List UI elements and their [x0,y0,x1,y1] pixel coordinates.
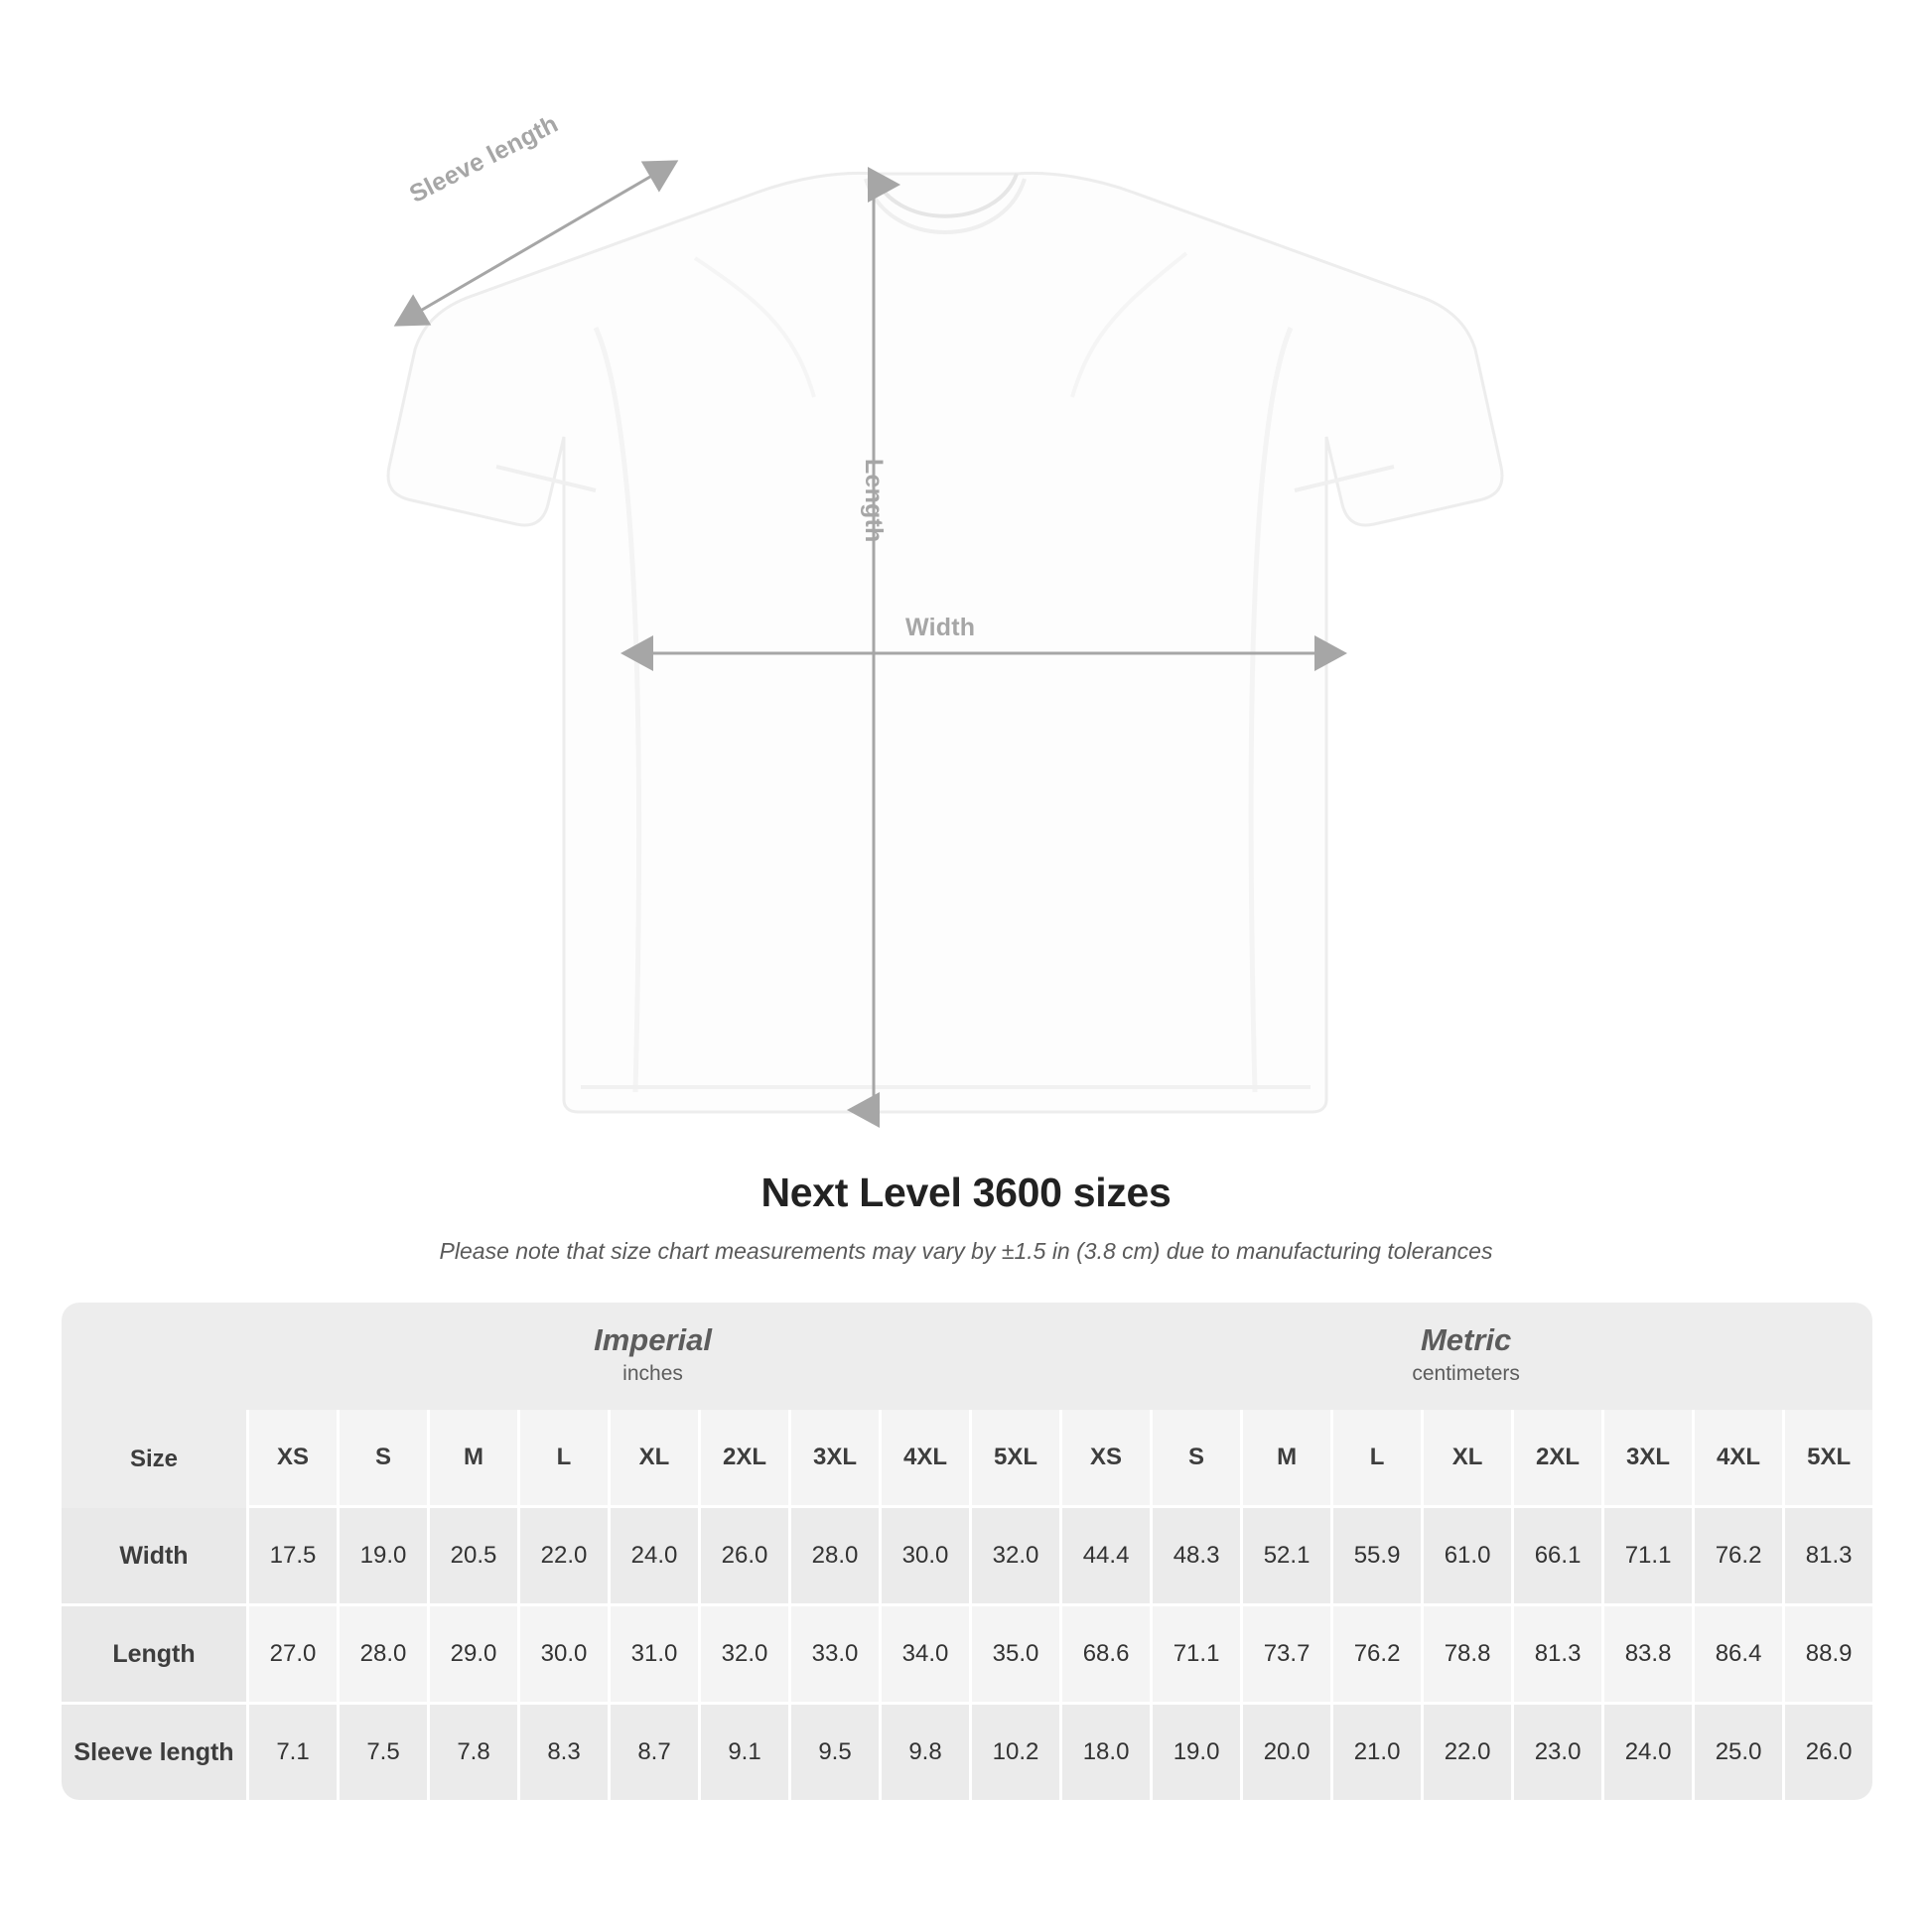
cell-sleeve-imp-xl: 8.7 [608,1705,698,1800]
cell-width-imp-3xl: 28.0 [788,1508,879,1606]
cell-width-imp-4xl: 30.0 [879,1508,969,1606]
page-title: Next Level 3600 sizes [760,1170,1172,1215]
size-header-met-m: M [1240,1410,1330,1508]
cell-sleeve-met-l: 21.0 [1330,1705,1421,1800]
cell-width-imp-5xl: 32.0 [969,1508,1059,1606]
cell-width-imp-m: 20.5 [427,1508,517,1606]
cell-width-met-xl: 61.0 [1421,1508,1511,1606]
sleeve-length-label: Sleeve length [405,109,563,208]
unit-header-metric [1059,1303,1872,1410]
size-header-met-3xl: 3XL [1601,1410,1692,1508]
cell-width-imp-2xl: 26.0 [698,1508,788,1606]
cell-length-met-3xl: 83.8 [1601,1606,1692,1705]
cell-length-met-l: 76.2 [1330,1606,1421,1705]
unit-header-row [62,1303,1872,1410]
unit-name-metric: Metric [1420,1322,1512,1358]
cell-width-imp-xl: 24.0 [608,1508,698,1606]
cell-sleeve-imp-xs: 7.1 [246,1705,337,1800]
cell-sleeve-imp-m: 7.8 [427,1705,517,1800]
size-header-imp-5xl: 5XL [969,1410,1059,1508]
cell-length-imp-s: 28.0 [337,1606,427,1705]
size-header-met-5xl: 5XL [1782,1410,1872,1508]
cell-length-met-xl: 78.8 [1421,1606,1511,1705]
cell-length-met-2xl: 81.3 [1511,1606,1601,1705]
cell-width-met-s: 48.3 [1150,1508,1240,1606]
cell-length-met-m: 73.7 [1240,1606,1330,1705]
size-header-met-2xl: 2XL [1511,1410,1601,1508]
cell-sleeve-imp-4xl: 9.8 [879,1705,969,1800]
cell-length-imp-5xl: 35.0 [969,1606,1059,1705]
unit-sub-imperial: inches [622,1362,683,1386]
cell-sleeve-imp-s: 7.5 [337,1705,427,1800]
cell-length-imp-m: 29.0 [427,1606,517,1705]
size-chart-table [62,1303,1872,1800]
cell-sleeve-imp-3xl: 9.5 [788,1705,879,1800]
size-header-row [62,1410,1872,1508]
cell-length-met-xs: 68.6 [1059,1606,1150,1705]
cell-length-imp-2xl: 32.0 [698,1606,788,1705]
cell-length-imp-xl: 31.0 [608,1606,698,1705]
cell-width-met-xs: 44.4 [1059,1508,1150,1606]
cell-length-imp-4xl: 34.0 [879,1606,969,1705]
row-label-sleeve-length: Sleeve length [62,1705,246,1800]
cell-length-met-4xl: 86.4 [1692,1606,1782,1705]
cell-length-imp-l: 30.0 [517,1606,608,1705]
cell-sleeve-met-2xl: 23.0 [1511,1705,1601,1800]
size-header-imp-2xl: 2XL [698,1410,788,1508]
unit-header-spacer [62,1303,246,1410]
width-label: Width [905,614,976,641]
cell-width-imp-xs: 17.5 [246,1508,337,1606]
cell-sleeve-met-5xl: 26.0 [1782,1705,1872,1800]
cell-width-met-4xl: 76.2 [1692,1508,1782,1606]
title-block [0,1170,1932,1265]
table-row [62,1705,1872,1800]
cell-width-met-2xl: 66.1 [1511,1508,1601,1606]
size-header-imp-s: S [337,1410,427,1508]
cell-sleeve-met-m: 20.0 [1240,1705,1330,1800]
cell-width-met-m: 52.1 [1240,1508,1330,1606]
cell-length-imp-3xl: 33.0 [788,1606,879,1705]
cell-sleeve-imp-2xl: 9.1 [698,1705,788,1800]
tshirt-shape [388,173,1502,1112]
row-label-length: Length [62,1606,246,1705]
row-label-width: Width [62,1508,246,1606]
size-row-label: Size [62,1410,246,1508]
unit-sub-metric: centimeters [1412,1362,1520,1386]
cell-sleeve-imp-5xl: 10.2 [969,1705,1059,1800]
size-header-imp-xs: XS [246,1410,337,1508]
size-header-met-s: S [1150,1410,1240,1508]
size-header-met-l: L [1330,1410,1421,1508]
size-header-imp-4xl: 4XL [879,1410,969,1508]
size-header-met-4xl: 4XL [1692,1410,1782,1508]
size-header-met-xs: XS [1059,1410,1150,1508]
cell-width-met-5xl: 81.3 [1782,1508,1872,1606]
size-header-imp-m: M [427,1410,517,1508]
cell-width-met-l: 55.9 [1330,1508,1421,1606]
unit-header-imperial [246,1303,1059,1410]
table-row [62,1606,1872,1705]
cell-sleeve-met-3xl: 24.0 [1601,1705,1692,1800]
cell-length-imp-xs: 27.0 [246,1606,337,1705]
size-header-imp-3xl: 3XL [788,1410,879,1508]
cell-sleeve-met-s: 19.0 [1150,1705,1240,1800]
cell-width-imp-s: 19.0 [337,1508,427,1606]
size-header-met-xl: XL [1421,1410,1511,1508]
cell-length-met-s: 71.1 [1150,1606,1240,1705]
cell-length-met-5xl: 88.9 [1782,1606,1872,1705]
cell-sleeve-met-xs: 18.0 [1059,1705,1150,1800]
cell-sleeve-imp-l: 8.3 [517,1705,608,1800]
length-label: Length [860,459,888,543]
size-chart-table-wrap [62,1303,1870,1800]
size-header-imp-xl: XL [608,1410,698,1508]
cell-width-met-3xl: 71.1 [1601,1508,1692,1606]
size-header-imp-l: L [517,1410,608,1508]
tolerance-note: Please note that size chart measurements may vary by ±1.5 in (3.8 cm) due to manufacturing tolerances [439,1238,1493,1264]
cell-sleeve-met-4xl: 25.0 [1692,1705,1782,1800]
cell-sleeve-met-xl: 22.0 [1421,1705,1511,1800]
unit-name-imperial: Imperial [594,1322,712,1358]
table-row [62,1508,1872,1606]
cell-width-imp-l: 22.0 [517,1508,608,1606]
